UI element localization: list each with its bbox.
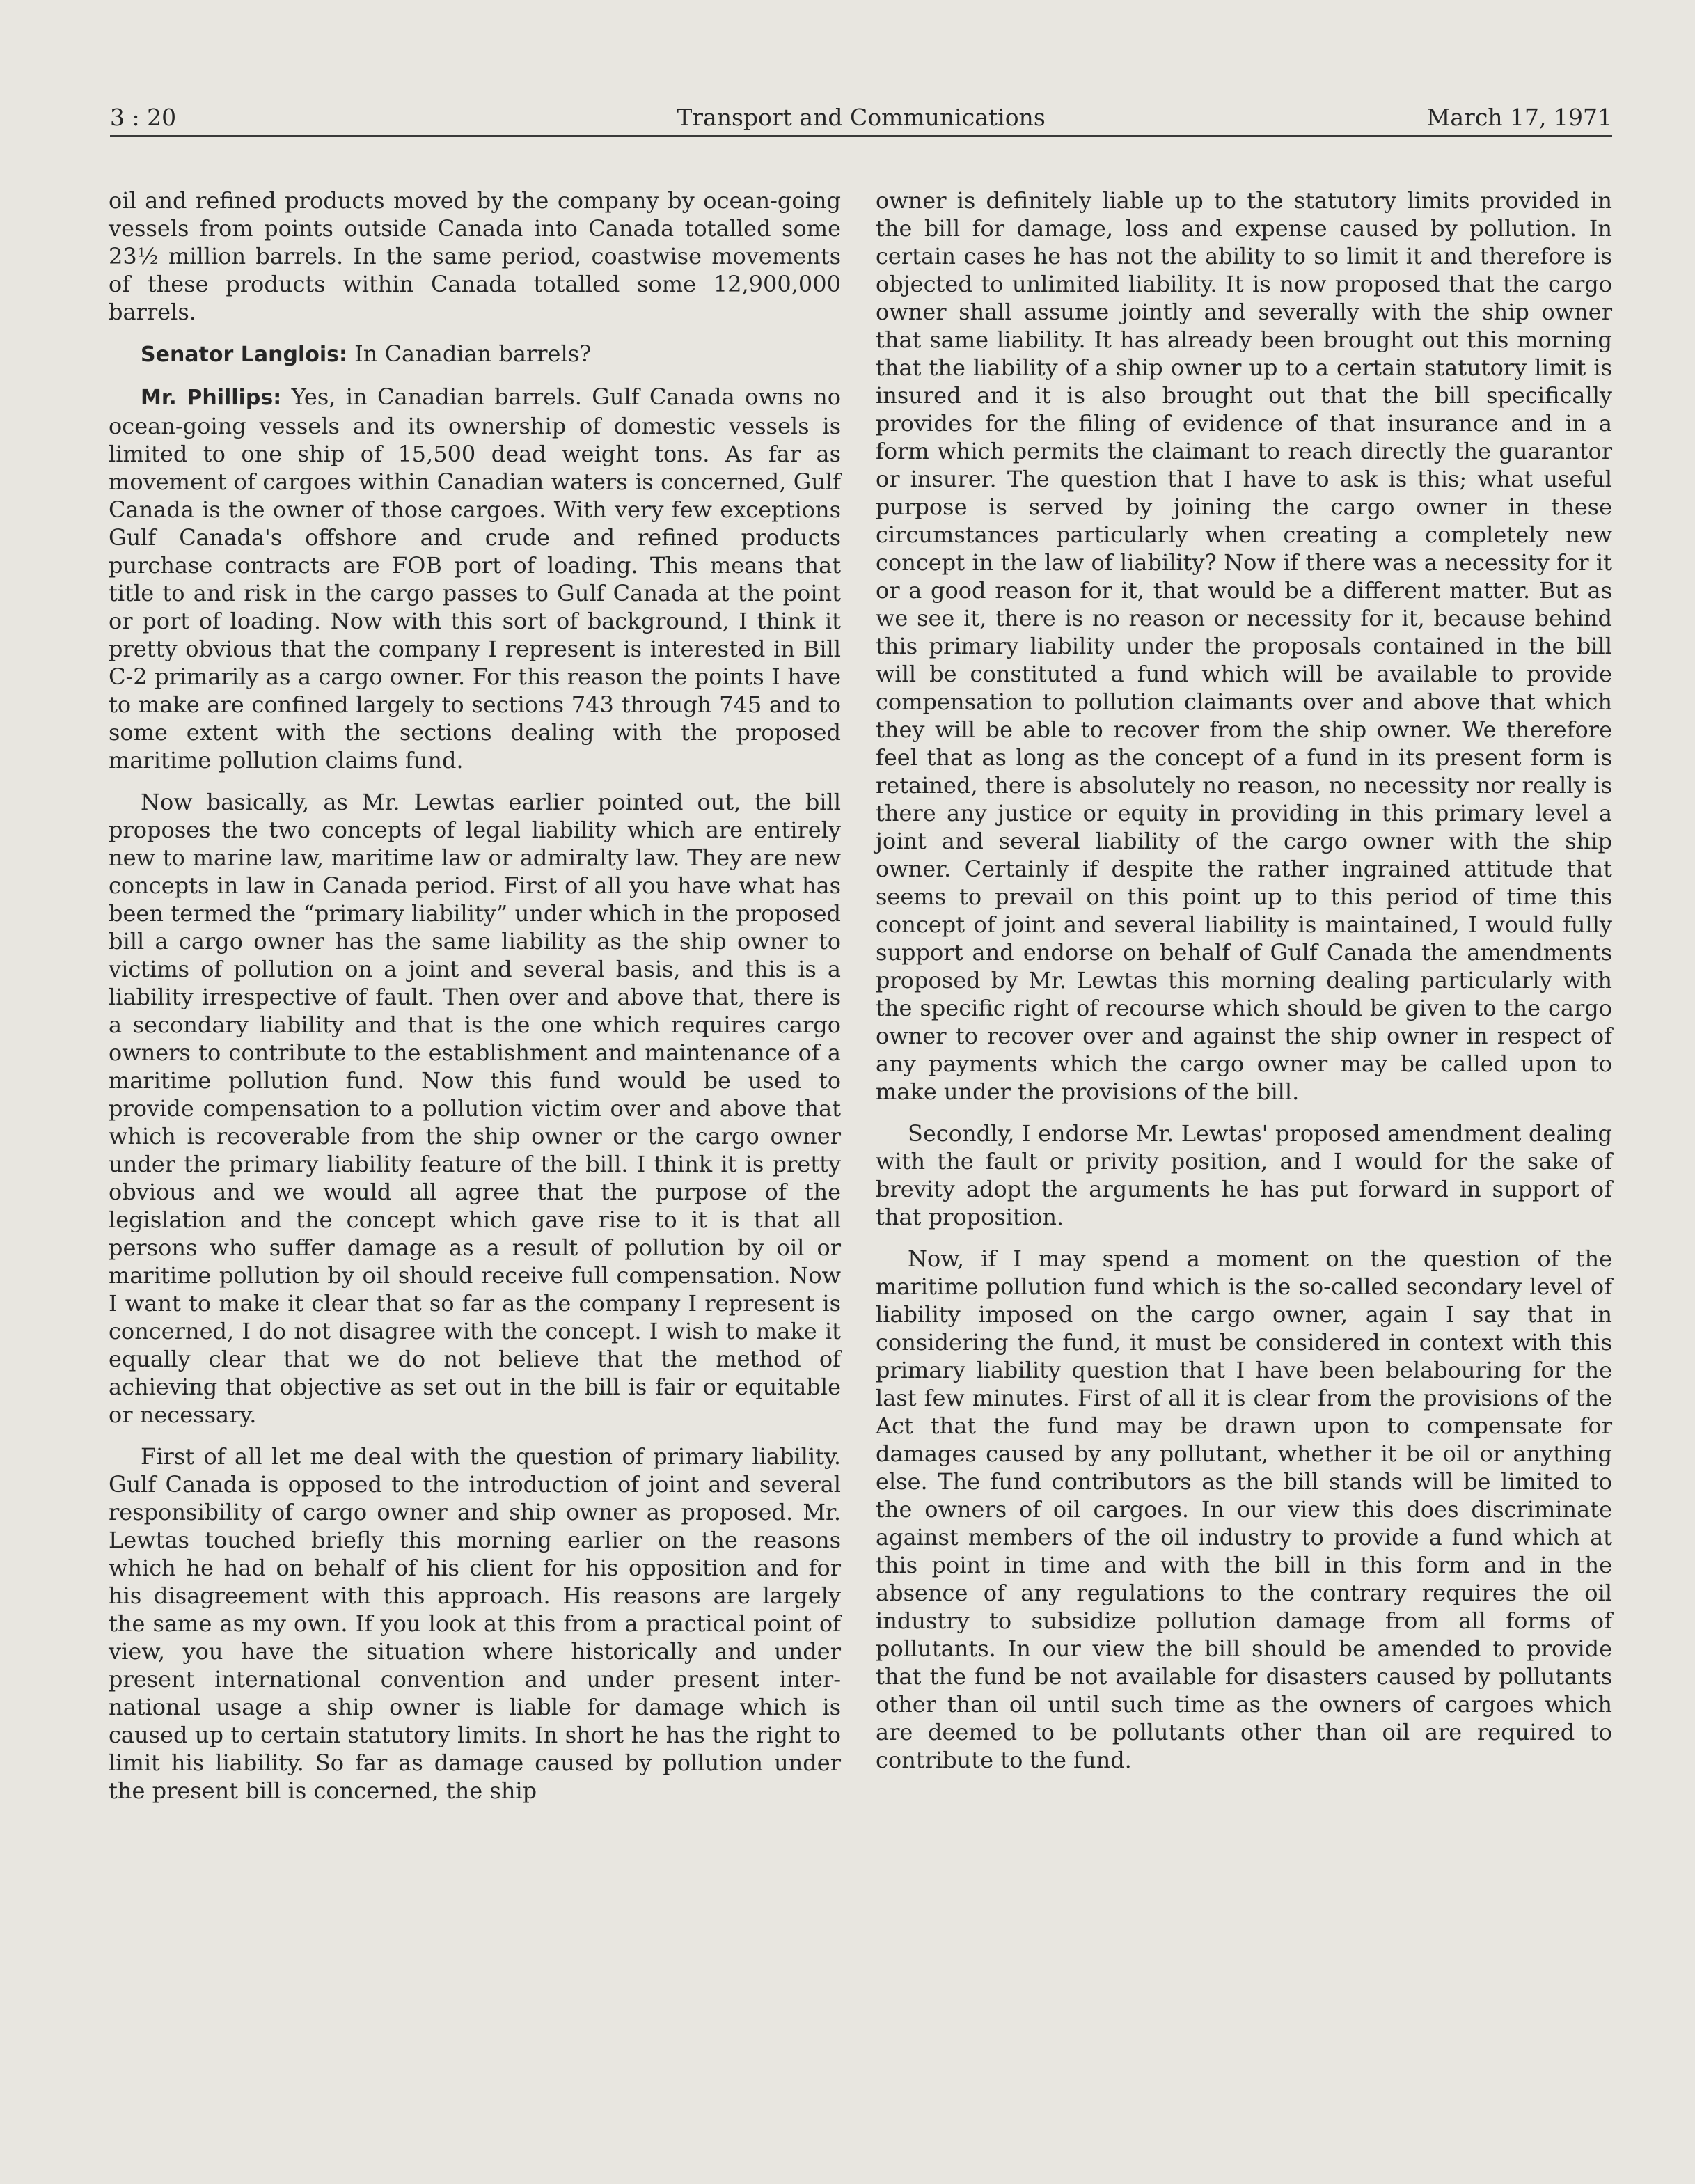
paragraph: Now basically, as Mr. Lewtas earlier pointed out, the bill proposes the two concepts of legal liability which are entirely new to marine law, maritime law or admiralty law. They are new concepts in law in Canada period. First of all you have what has been termed the “primary liability” under which in the proposed bill a cargo owner has the same liability as the ship owner to victims of pollution on a joint and several basis, and this is a liability irrespective of fault. Then over and above that, there is a secondary liability and that is the one which requires cargo owners to contribute to the establishment and maintenance of a maritime pollution fund. Now this fund would be used to provide compensation to a pollution victim over and above that which is recoverable from the ship owner or the cargo owner under the primary liability feature of the bill. I think it is pretty obvious and we would all agree that the purpose of the legislation and the concept which gave rise to it is that all persons who suffer damage as a result of pollution by oil or maritime pollution by oil should receive full compensation. Now I want to make it clear that so far as the company I represent is concerned, I do not disagree with the concept. I wish to make it equally clear that we do not believe that the method of achieving that objective as set out in the bill is fair or equitable or necessary.	[109, 789, 841, 1428]
speaker-name: Senator Langlois:	[141, 343, 347, 367]
right-column	[876, 187, 1612, 1788]
paragraph: owner is definitely liable up to the statutory limits provided in the bill for damage, loss and expense caused by pollution. In certain cases he has not the ability to so limit it and therefore is objected to unlimited liability. It is now proposed that the cargo owner shall assume jointly and severally with the ship owner that same liability. It has already been brought out this morning that the liability of a ship owner up to a certain statutory limit is insured and it is also brought out that the bill specifically provides for the filing of evidence of that insurance and in a form which permits the claimant to reach directly the guarantor or insurer. The question that I have to ask is this; what useful purpose is served by joining the cargo owner in these circumstances particularly when creating a completely new concept in the law of liability? Now if there was a necessity for it or a good reason for it, that would be a different matter. But as we see it, there is no reason or necessity for it, because behind this primary liability under the proposals contained in the bill will be constituted a fund which will be available to provide compensation to pollution claimants over and above that which they will be able to recover from the ship owner. We therefore feel that as long as the concept of a fund in its present form is retained, there is absolutely no reason, no necessity nor really is there any justice or equity in providing in this primary level a joint and several liability of the cargo owner with the ship owner. Certainly if despite the rather ingrained attitude that seems to prevail on this point up to this period of time this concept of joint and several liability is maintained, I would fully support and endorse on behalf of Gulf Canada the amendments proposed by Mr. Lewtas this morning dealing particularly with the specific right of recourse which should be given to the cargo owner to recover over and against the ship owner in respect of any payments which the cargo owner may be called upon to make under the provisions of the bill.	[876, 187, 1612, 1105]
speech-text: In Canadian barrels?	[347, 340, 592, 367]
running-title: Transport and Communications	[677, 104, 1046, 131]
paragraph: Secondly, I endorse Mr. Lewtas' proposed amendment dealing with the fault or privity position, and I would for the sake of brevity adopt the arguments he has put forward in support of that proposition.	[876, 1120, 1612, 1230]
paragraph: First of all let me deal with the question of primary liability. Gulf Canada is opposed to the introduction of joint and several responsibility of cargo owner and ship owner as proposed. Mr. Lewtas touched briefly this morning earlier on the reasons which he had on behalf of his client for his opposition and for his disagreement with this approach. His reasons are largely the same as my own. If you look at this from a practical point of view, you have the situation where historically and under present international convention and under present international usage a ship owner is liable for damage which is caused up to certain statutory limits. In short he has the right to limit his liability. So far as damage caused by pollution under the present bill is concerned, the ship	[109, 1443, 841, 1804]
paragraph: Now, if I may spend a moment on the question of the maritime pollution fund which is the so-called secondary level of liability imposed on the cargo owner, again I say that in considering the fund, it must be considered in context with this primary liability question that I have been belabouring for the last few minutes. First of all it is clear from the provisions of the Act that the fund may be drawn upon to compensate for damages caused by any pollutant, whether it be oil or anything else. The fund contributors as the bill stands will be limited to the owners of oil cargoes. In our view this does discriminate against members of the oil industry to provide a fund which at this point in time and with the bill in this form and in the absence of any regulations to the contrary requires the oil industry to subsidize pollution damage from all forms of pollutants. In our view the bill should be amended to provide that the fund be not available for disasters caused by pollutants other than oil until such time as the owners of cargoes which are deemed to be pollutants other than oil are required to contribute to the fund.	[876, 1246, 1612, 1773]
speech-text: Yes, in Canadian barrels. Gulf Canada owns no ocean-going vessels and its ownership of domestic vessels is limited to one ship of 15,500 dead weight tons. As far as movement of cargoes within Canadian waters is concerned, Gulf Canada is the owner of those cargoes. With very few exceptions Gulf Canada's offshore and crude and refined products purchase contracts are FOB port of loading. This means that title to and risk in the cargo passes to Gulf Canada at the point or port of loading. Now with this sort of background, I think it pretty obvious that the company I represent is interested in Bill C-2 primarily as a cargo owner. For this reason the points I have to make are confined largely to sections 743 through 745 and to some extent with the sections dealing with the proposed maritime pollution claims fund.	[109, 384, 842, 773]
page-header	[110, 103, 1612, 137]
paragraph: oil and refined products moved by the company by ocean-going vessels from points outside Canada into Canada totalled some 23½ million barrels. In the same period, coastwise movements of these products within Canada totalled some 12,900,000 barrels.	[109, 187, 841, 325]
paragraph	[109, 383, 841, 774]
left-column	[109, 187, 841, 1818]
speaker-name: Mr. Phillips:	[141, 386, 282, 410]
header-date: March 17, 1971	[1426, 104, 1612, 131]
paragraph	[109, 340, 841, 369]
page-number: 3 : 20	[110, 104, 177, 131]
